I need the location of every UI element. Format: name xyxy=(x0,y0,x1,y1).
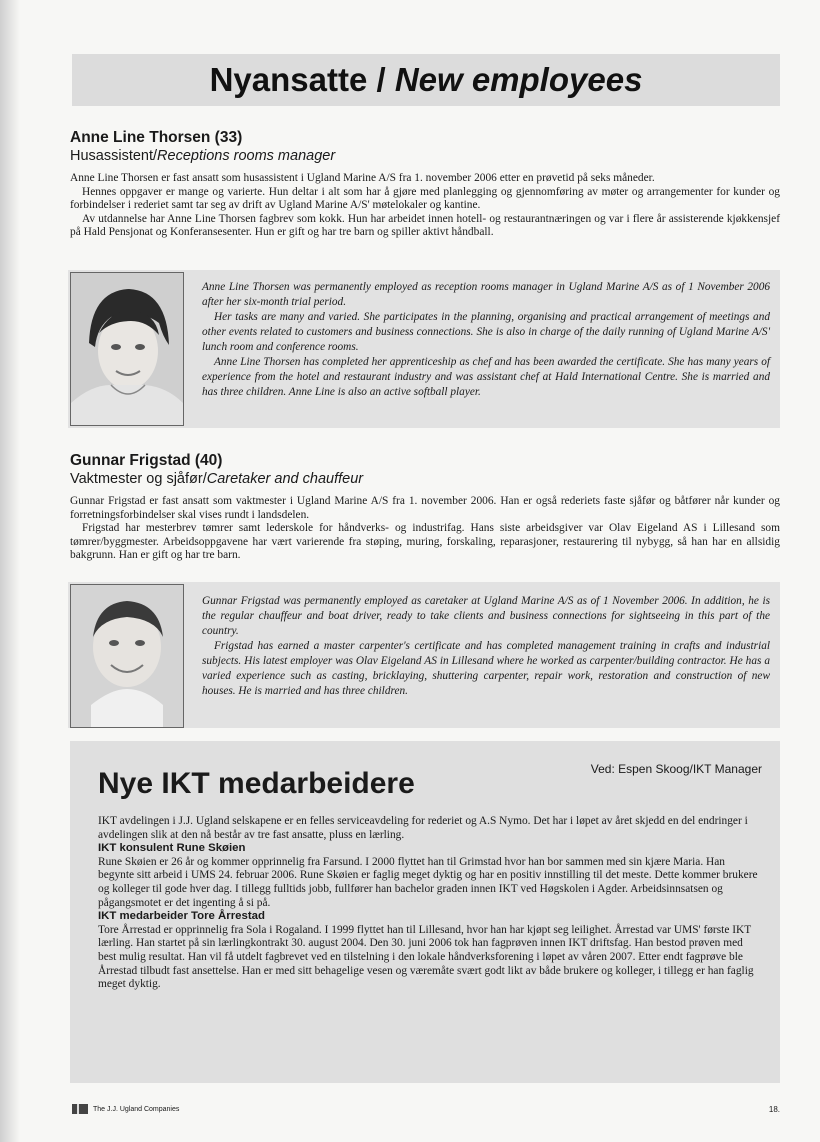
page-title-english: New employees xyxy=(394,61,643,98)
page-number: 18. xyxy=(768,1105,780,1114)
employee-name: Anne Line Thorsen (33) xyxy=(70,129,243,146)
footer xyxy=(72,1104,179,1114)
norwegian-paragraph: Av utdannelse har Anne Line Thorsen fagbrev som kokk. Hun har arbeidet innen hotell- og restaurantnæringen og var i flere år assisterende kjøkkensjef på Hald Pensjonat og Konferansesenter. Hun er gift og har tre barn og spiller aktivt håndball. xyxy=(70,212,780,239)
employee-name: Gunnar Frigstad (40) xyxy=(70,452,223,469)
ikt-title: Nye IKT medarbeidere xyxy=(98,767,415,800)
portrait-man-icon xyxy=(71,585,183,727)
ikt-paragraph: Tore Årrestad er opprinnelig fra Sola i Rogaland. I 1999 flyttet han til Lillesand, hvor han har kjøpt seg leilighet. Årrestad var UMS' første IKT lærling. Han startet på sin lærlingkontrakt 30. august 2004. Den 30. juni 2006 tok han fagprøven innen IKT driftsfag. Han bestod prøven med best mulig resultat. Han vil få utdelt fagbrevet ved en tilstelning i den lokale håndverksforening i løpet av våren 2007. Etter endt fagprøve ble Årrestad tilbudt fast ansettelse. Han er med sitt behagelige vesen og væremåte svært godt likt av både brukere og kolleger, i tillegg er han faglig meget dyktig. xyxy=(98,923,754,991)
ikt-byline: Ved: Espen Skoog/IKT Manager xyxy=(590,762,762,776)
company-flag-icon xyxy=(72,1104,88,1114)
ikt-paragraph: Rune Skøien er 26 år og kommer opprinnelig fra Farsund. I 2000 flyttet han til Grimstad hvor han bor sammen med sin kjære Maria. Han begynte sitt arbeid i UMS 24. februar 2006. Rune Skøien er faglig meget dyktig og har en positiv innstilling til det meste. Dette kommer brukere og kolleger til gode hver dag. I tillegg fulltids jobb, fullfører han bachelor graden innen IKT ved Høgskolen i Agder. Arbeidsinnsatsen og pågangsmotet er det ingenting å si på. xyxy=(98,855,758,909)
ikt-section xyxy=(70,741,780,1083)
ikt-intro: IKT avdelingen i J.J. Ugland selskapene er en felles serviceavdeling for rederiet og A.S Nymo. Det har i løpet av året skjedd en del endringer i avdelingen slik at den nå består av tre fast ansatte, pluss en lærling. xyxy=(98,815,748,841)
norwegian-paragraph: Anne Line Thorsen er fast ansatt som husassistent i Ugland Marine A/S fra 1. november 2006 etter en prøvetid på seks måneder. xyxy=(70,172,655,184)
norwegian-paragraph: Frigstad har mesterbrev tømrer samt lederskole for håndverks- og industrifag. Hans siste arbeidsgiver var Olav Eigeland AS i Lillesand som tømrer/byggmester. Arbeidsoppgavene har vært varierende fra støping, muring, forskaling, reparasjoner, restaurering til nybygg, så han har en allsidig bakgrunn. Han er gift og har tre barn. xyxy=(70,522,780,562)
employee-photo xyxy=(70,272,184,426)
ikt-subheading: IKT medarbeider Tore Årrestad xyxy=(98,910,265,923)
employee-anne-line-thorsen xyxy=(70,128,780,240)
ikt-content xyxy=(98,815,760,992)
portrait-woman-icon xyxy=(71,273,183,425)
english-summary-box xyxy=(68,582,780,728)
english-summary-text: Anne Line Thorsen was permanently employed as reception rooms manager in Ugland Marine A/S as of 1 November 2006 after her six-month trial period. Her tasks are many and varied. She participates in the planning, organising and practical arrangement of meetings and other events related to customers and business connections. She is also in charge of the daily running of Ugland Marine A/S' lunch room and conference rooms. Anne Line Thorsen has completed her apprenticeship as chef and has been awarded the certificate. She has many years of experience from the hotel and restaurant industry and was assistant chef at Hald International Centre. She is married and has three children. Anne Line is also an active softball player. xyxy=(202,281,770,398)
page-title-banner xyxy=(72,54,780,106)
norwegian-paragraph: Hennes oppgaver er mange og varierte. Hun deltar i alt som har å gjøre med planlegging og gjennomføring av møter og arrangementer for kunder og forbindelser i rederiet samt tar seg av drift av Ugland Marine A/S' møtelokaler og kantine. xyxy=(70,185,780,212)
page-edge-shadow xyxy=(0,0,20,1142)
english-summary-box xyxy=(68,270,780,428)
employee-role: Vaktmester og sjåfør/Caretaker and chauffeur xyxy=(70,471,364,487)
page-title: Nyansatte / New employees xyxy=(209,61,643,98)
ikt-subheading: IKT konsulent Rune Skøien xyxy=(98,842,246,855)
employee-role: Husassistent/Receptions rooms manager xyxy=(70,148,336,164)
english-summary-text: Gunnar Frigstad was permanently employed as caretaker at Ugland Marine A/S as of 1 November 2006. In addition, he is the regular chauffeur and boat driver, ready to take clients and business connections for sightseeing in this part of the country. Frigstad has earned a master carpenter's certificate and has completed management training in crafts and industrial subjects. His latest employer was Olav Eigeland AS in Lillesand where he worked as carpenter/building contractor. He has a varied experience such as casting, bricklaying, shuttering carpenter, repair work, restoration and construction of new houses. He is married and has three children. xyxy=(202,595,770,697)
footer-company: The J.J. Ugland Companies xyxy=(93,1105,180,1113)
employee-photo xyxy=(70,584,184,728)
norwegian-paragraph: Gunnar Frigstad er fast ansatt som vaktmester i Ugland Marine A/S fra 1. november 2006. Han er også rederiets faste sjåfør og båtfører når kunder og forretningsforbindelser skal vises rundt i landsdelen. xyxy=(70,495,780,521)
employee-gunnar-frigstad xyxy=(70,451,780,563)
